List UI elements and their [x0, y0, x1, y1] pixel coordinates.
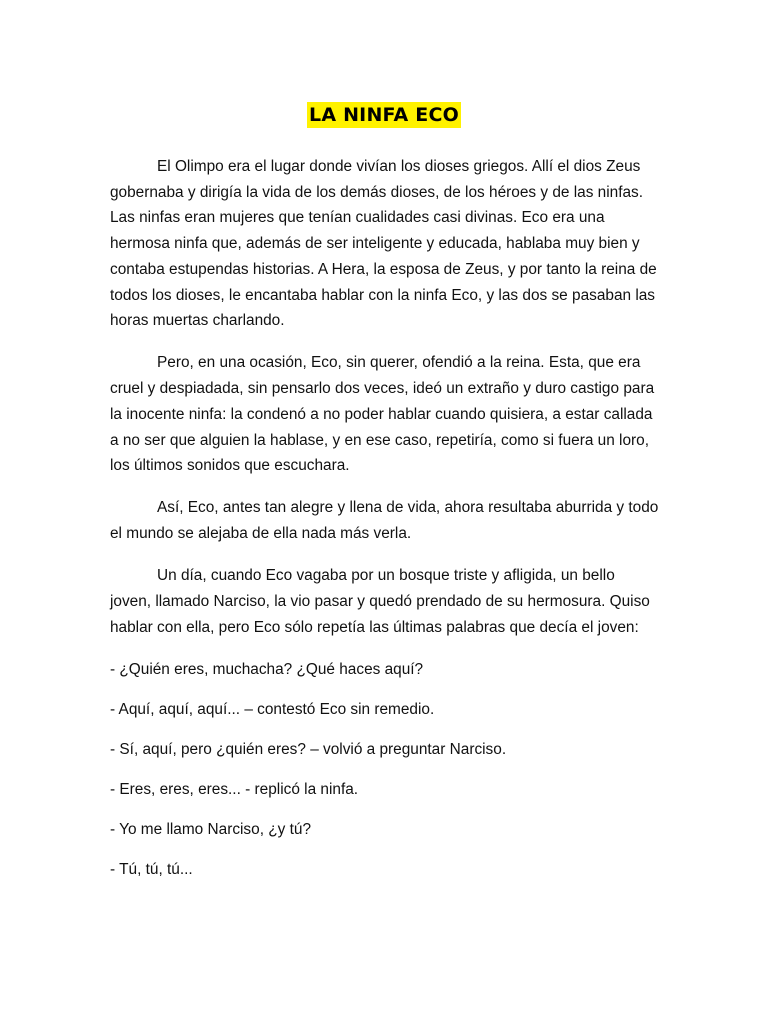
document-body [110, 154, 660, 897]
dialogue-line-2: - Aquí, aquí, aquí... – contestó Eco sin remedio. [110, 700, 435, 718]
title-container [0, 102, 768, 128]
dialogue-line-3: - Sí, aquí, pero ¿quién eres? – volvió a preguntar Narciso. [110, 740, 507, 758]
paragraph-3: Así, Eco, antes tan alegre y llena de vida, ahora resultaba aburrida y todo el mundo se alejaba de ella nada más verla. [110, 499, 659, 543]
document-title: LA NINFA ECO [309, 104, 459, 126]
dialogue-line-1: - ¿Quién eres, muchacha? ¿Qué haces aquí? [110, 660, 424, 678]
paragraph-2: Pero, en una ocasión, Eco, sin querer, ofendió a la reina. Esta, que era cruel y despiadada, sin pensarlo dos veces, ideó un extraño y duro castigo para la inocente ninfa: la condenó a no poder hablar cuando quisiera, a estar callada a no ser que alguien la hablase, y en ese caso, repetiría, como si fuera un loro, los últimos sonidos que escuchara. [110, 354, 655, 475]
dialogue-line-6: - Tú, tú, tú... [110, 860, 193, 878]
dialogue-line-4: - Eres, eres, eres... - replicó la ninfa. [110, 780, 359, 798]
dialogue-line-5: - Yo me llamo Narciso, ¿y tú? [110, 820, 312, 838]
paragraph-4: Un día, cuando Eco vagaba por un bosque triste y afligida, un bello joven, llamado Narciso, la vio pasar y quedó prendado de su hermosura. Quiso hablar con ella, pero Eco sólo repetía las últimas palabras que decía el joven: [110, 567, 650, 636]
paragraph-1: El Olimpo era el lugar donde vivían los dioses griegos. Allí el dios Zeus gobernaba y dirigía la vida de los demás dioses, de los héroes y de las ninfas. Las ninfas eran mujeres que tenían cualidades casi divinas. Eco era una hermosa ninfa que, además de ser inteligente y educada, hablaba muy bien y contaba estupendas historias. A Hera, la esposa de Zeus, y por tanto la reina de todos los dioses, le encantaba hablar con la ninfa Eco, y las dos se pasaban las horas muertas charlando. [110, 158, 657, 330]
